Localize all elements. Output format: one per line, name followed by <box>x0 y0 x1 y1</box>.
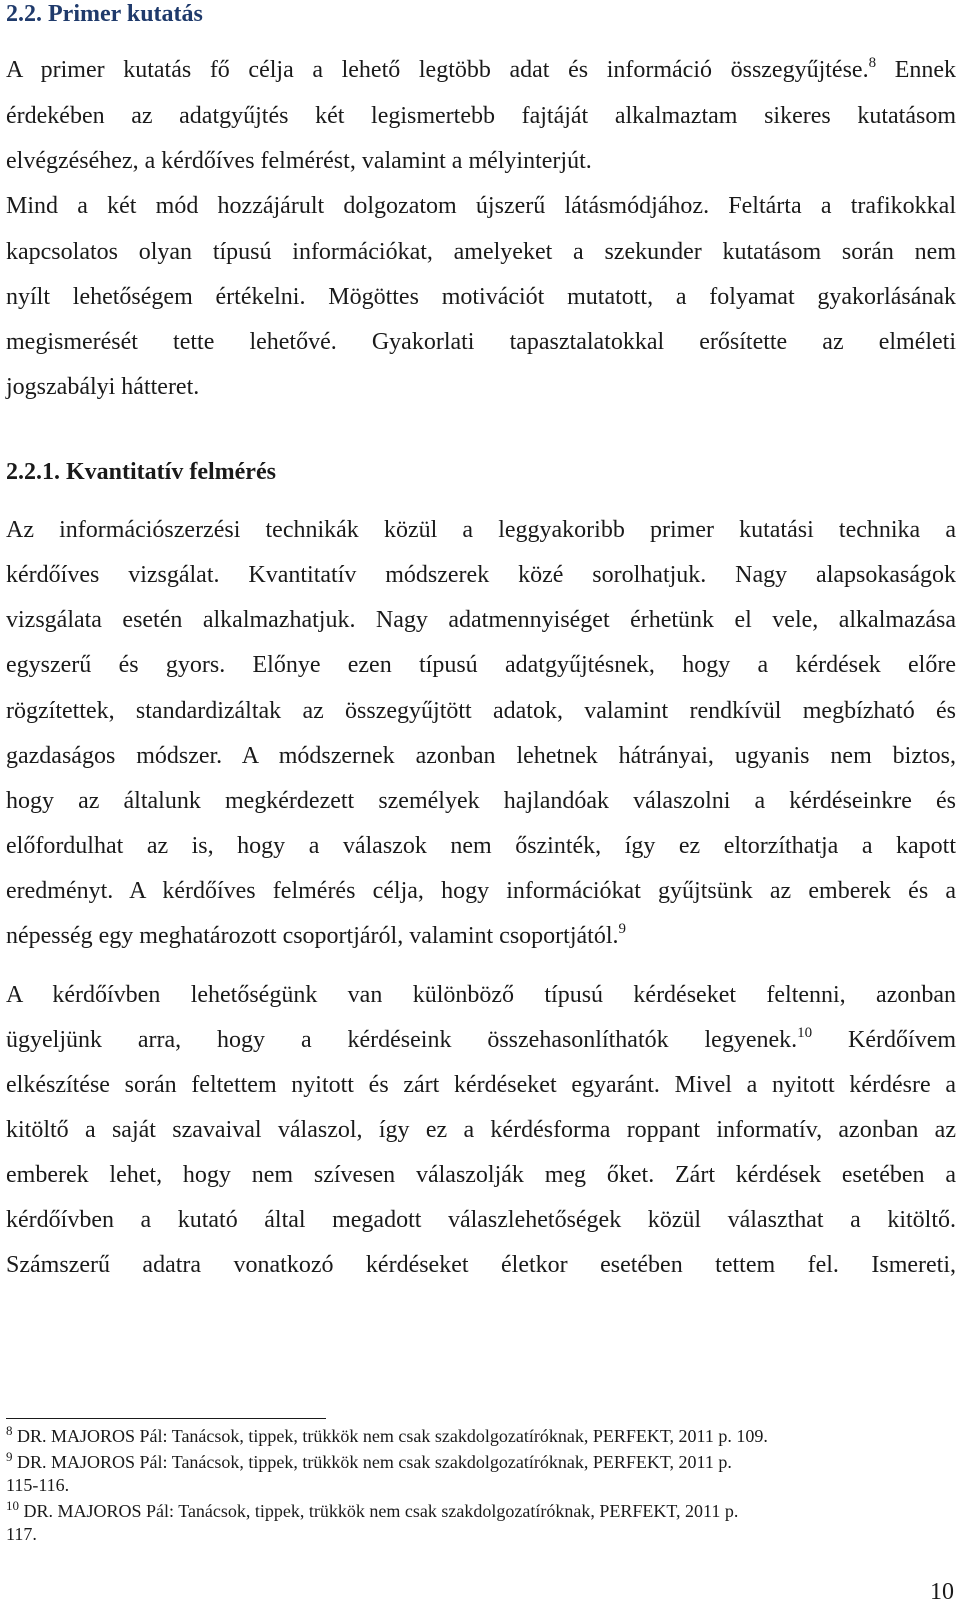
section-heading-2-2-1: 2.2.1. Kvantitatív felmérés <box>6 459 276 485</box>
footnote-text: DR. MAJOROS Pál: Tanácsok, tippek, trükkök nem csak szakdolgozatíróknak, PERFEKT, 2011 p. <box>19 1501 739 1521</box>
footnote-9 <box>6 1451 951 1475</box>
text-line: nyílt lehetőségem értékelni. Mögöttes motivációt mutatott, a folyamat gyakorlásának <box>6 284 956 310</box>
text-line: előfordulhat az is, hogy a válaszok nem őszinték, így ez eltorzíthatja a kapott <box>6 833 956 859</box>
text-line <box>6 56 956 87</box>
text-span: népesség egy meghatározott csoportjáról, valamint csoportjától. <box>6 923 619 949</box>
text-line <box>6 922 956 953</box>
text-line: kitöltő a saját szavaival válaszol, így ez a kérdésforma roppant informatív, azonban az <box>6 1117 956 1143</box>
text-line: Számszerű adatra vonatkozó kérdéseket életkor esetében tettem fel. Ismereti, <box>6 1252 956 1278</box>
footnote-number: 8 <box>6 1423 13 1438</box>
footnote-text: DR. MAJOROS Pál: Tanácsok, tippek, trükkök nem csak szakdolgozatíróknak, PERFEKT, 2011 p. 109. <box>12 1426 768 1446</box>
footnote-number: 10 <box>6 1498 19 1513</box>
text-line <box>6 1026 956 1057</box>
text-line: kérdőívben a kutató által megadott válaszlehetőségek közül választhat a kitöltő. <box>6 1207 956 1233</box>
footnote-ref[interactable]: 10 <box>797 1025 813 1041</box>
footnote-8 <box>6 1425 951 1449</box>
page-number: 10 <box>930 1579 954 1605</box>
text-span: Ennek <box>876 57 957 83</box>
text-line: kérdőíves vizsgálat. Kvantitatív módszerek közé sorolhatjuk. Nagy alapsokaságok <box>6 562 956 588</box>
text-line: eredményt. A kérdőíves felmérés célja, hogy információkat gyűjtsünk az emberek és a <box>6 878 956 904</box>
text-line: hogy az általunk megkérdezett személyek hajlandóak válaszolni a kérdéseinkre és <box>6 788 956 814</box>
text-line: rögzítettek, standardizáltak az összegyűjtött adatok, valamint rendkívül megbízható és <box>6 698 956 724</box>
text-line: egyszerű és gyors. Előnye ezen típusú adatgyűjtésnek, hogy a kérdések előre <box>6 652 956 678</box>
text-line: elkészítése során feltettem nyitott és zárt kérdéseket egyaránt. Mivel a nyitott kérdésre a <box>6 1072 956 1098</box>
footnote-number: 9 <box>6 1449 13 1464</box>
text-span: Kérdőívem <box>812 1027 957 1053</box>
text-line: Mind a két mód hozzájárult dolgozatom újszerű látásmódjához. Feltárta a trafikokkal <box>6 193 956 219</box>
text-line: vizsgálata esetén alkalmazhatjuk. Nagy adatmennyiséget érhetünk el vele, alkalmazása <box>6 607 956 633</box>
text-line: gazdaságos módszer. A módszernek azonban lehetnek hátrányai, ugyanis nem biztos, <box>6 743 956 769</box>
text-span: A primer kutatás fő célja a lehető legtöbb adat és információ összegyűjtése. <box>6 57 869 83</box>
text-line: megismerését tette lehetővé. Gyakorlati tapasztalatokkal erősítette az elméleti <box>6 329 956 355</box>
text-line: érdekében az adatgyűjtés két legismertebb fajtáját alkalmaztam sikeres kutatásom <box>6 103 956 129</box>
section-heading-2-2: 2.2. Primer kutatás <box>6 1 203 27</box>
footnote-separator <box>6 1418 326 1419</box>
text-line: jogszabályi hátteret. <box>6 374 200 400</box>
text-span: ügyeljünk arra, hogy a kérdéseink összehasonlíthatók legyenek. <box>6 1027 798 1053</box>
text-line: kapcsolatos olyan típusú információkat, amelyeket a szekunder kutatásom során nem <box>6 239 956 265</box>
footnote-ref[interactable]: 8 <box>868 55 877 71</box>
text-line: emberek lehet, hogy nem szívesen válaszolják meg őket. Zárt kérdések esetében a <box>6 1162 956 1188</box>
footnote-ref[interactable]: 9 <box>618 921 626 937</box>
text-line: elvégzéséhez, a kérdőíves felmérést, valamint a mélyinterjút. <box>6 148 592 174</box>
footnote-10 <box>6 1500 951 1524</box>
footnote-text: DR. MAJOROS Pál: Tanácsok, tippek, trükkök nem csak szakdolgozatíróknak, PERFEKT, 2011 p. <box>12 1452 732 1472</box>
footnote-10-continuation: 117. <box>6 1524 37 1544</box>
text-line: Az információszerzési technikák közül a leggyakoribb primer kutatási technika a <box>6 517 956 543</box>
text-line: A kérdőívben lehetőségünk van különböző típusú kérdéseket feltenni, azonban <box>6 982 956 1008</box>
footnote-9-continuation: 115-116. <box>6 1475 70 1495</box>
